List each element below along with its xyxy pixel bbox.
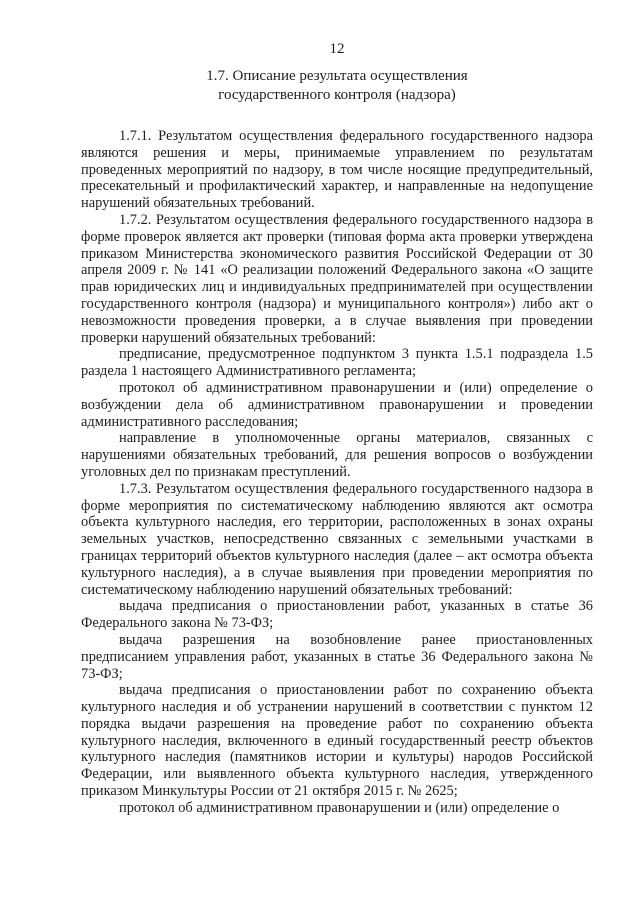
list-item-suspension-order: выдача предписания о приостановлении работ, указанных в статье 36 Федерального закона № 73-ФЗ; xyxy=(81,598,593,632)
list-item-conservation-suspension: выдача предписания о приостановлении работ по сохранению объекта культурного наследия и об устранении нарушений в соответствии с пунктом 12 порядка выдачи разрешения на проведение работ по сохранению объекта культурного наследия, включенного в единый государственный реестр объектов культурного наследия (памятников истории и культуры) народов Российской Федерации, или выявленного объекта культурного наследия, утвержденного приказом Минкультуры России от 21 октября 2015 г. № 2625; xyxy=(81,682,593,800)
paragraph-1-7-3: 1.7.3. Результатом осуществления федерального государственного надзора в форме мероприятия по систематическому наблюдению являются акт осмотра объекта культурного наследия, его территории, расположенных в зонах охраны земельных участков, непосредственно связанных с земельными участками в границах территорий объектов культурного наследия (далее – акт осмотра объекта культурного наследия), а в случае выявления при проведении мероприятия по систематическому наблюдению нарушений обязательных требований: xyxy=(81,480,593,598)
section-heading-line-1: 1.7. Описание результата осуществления xyxy=(206,68,468,84)
list-item-resumption-permit: выдача разрешения на возобновление ранее приостановленных предписанием управления работ, указанных в статье 36 Федерального закона № 73-ФЗ; xyxy=(81,631,593,682)
list-item-protocol-continued: протокол об административном правонарушении и (или) определение о xyxy=(119,799,560,816)
paragraph-1-7-2: 1.7.2. Результатом осуществления федерального государственного надзора в форме проверок является акт проверки (типовая форма акта проверки утверждена приказом Министерства экономического развития Российской Федерации от 30 апреля 2009 г. № 141 «О реализации положений Федерального закона «О защите прав юридических лиц и индивидуальных предпринимателей при осуществлении государственного контроля (надзора) и муниципального контроля») либо акт о невозможности проведения проверки, а в случае выявления при проведении проверки нарушений обязательных требований: xyxy=(81,211,593,346)
section-heading xyxy=(81,67,593,105)
page-number: 12 xyxy=(329,41,345,57)
list-item-prescription: предписание, предусмотренное подпунктом 3 пункта 1.5.1 подраздела 1.5 раздела 1 настоящего Административного регламента; xyxy=(81,346,593,380)
body-text xyxy=(81,128,593,817)
list-item-protocol: протокол об административном правонарушении и (или) определение о возбуждении дела об административном правонарушении и проведении административного расследования; xyxy=(81,379,593,430)
section-heading-line-2: государственного контроля (надзора) xyxy=(218,87,456,103)
paragraph-1-7-1: 1.7.1. Результатом осуществления федерального государственного надзора являются решения и меры, принимаемые управлением по результатам проведенных мероприятий по надзору, в том числе носящие предупредительный, пресекательный и профилактический характер, и направленные на недопущение нарушений обязательных требований. xyxy=(81,128,593,212)
list-item-referral: направление в уполномоченные органы материалов, связанных с нарушениями обязательных требований, для решения вопросов о возбуждении уголовных дел по признакам преступлений. xyxy=(81,430,593,480)
